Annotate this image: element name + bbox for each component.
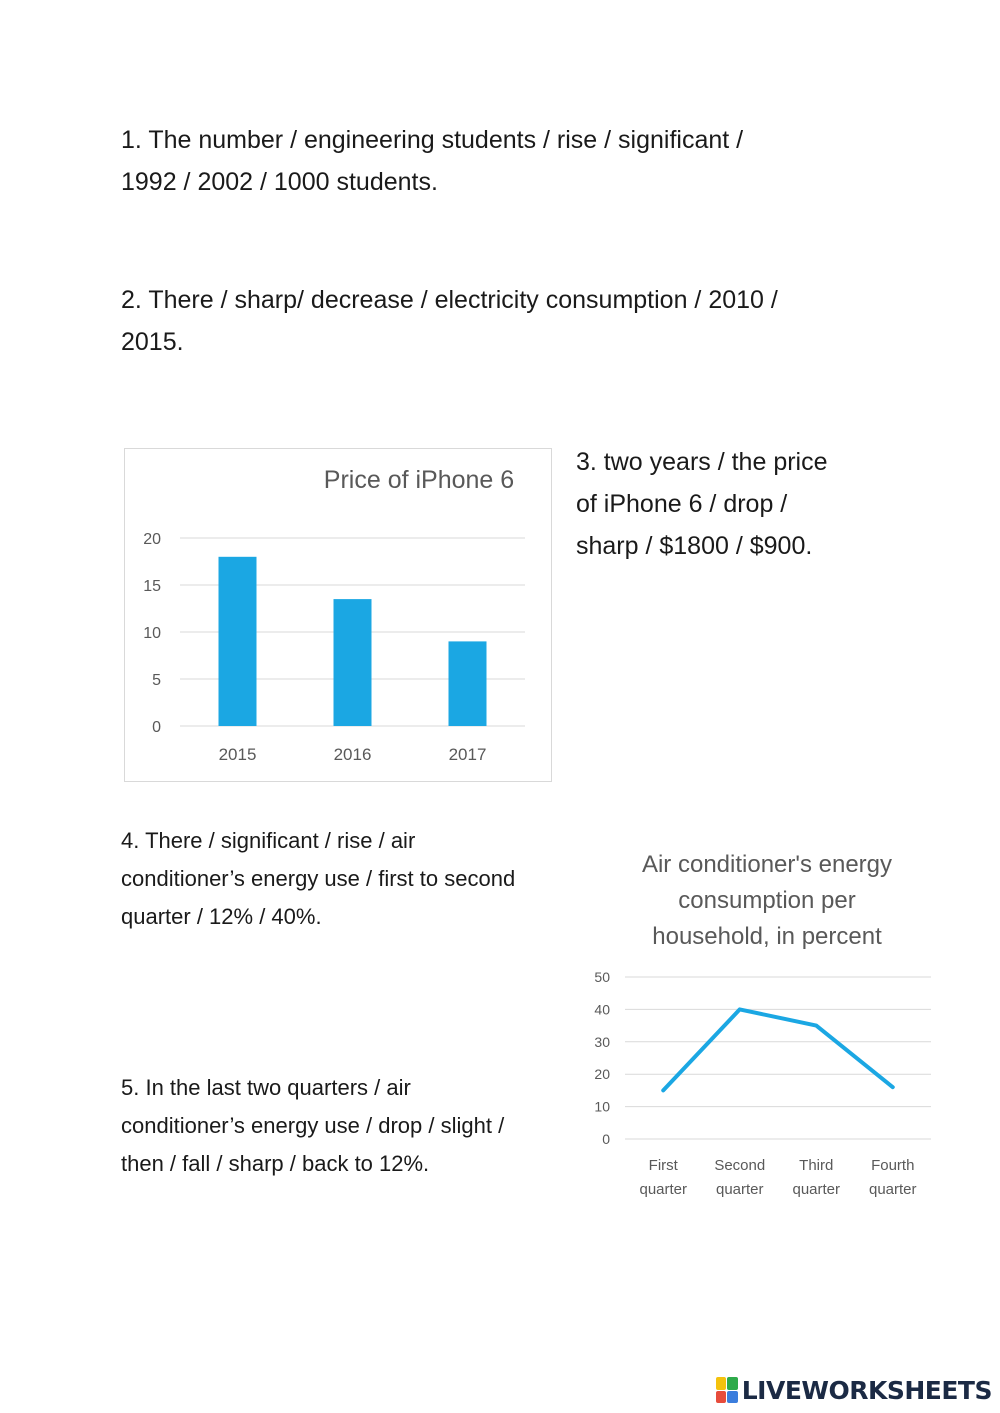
- x-tick-label: quarter: [639, 1181, 688, 1198]
- air-conditioner-chart-svg: [575, 840, 945, 1220]
- data-point: [662, 1089, 665, 1092]
- y-tick-label: 10: [594, 1098, 610, 1115]
- data-point: [891, 1086, 894, 1089]
- chart-title-line: consumption per: [678, 887, 856, 914]
- question-3-line-1: 3. two years / the price: [576, 448, 828, 476]
- y-tick-label: 40: [594, 1001, 610, 1018]
- x-tick-label: 2016: [333, 745, 372, 764]
- x-tick-label: 2017: [448, 745, 487, 764]
- y-tick-label: 0: [602, 1131, 610, 1147]
- question-4-line-3: quarter / 12% / 40%.: [121, 904, 322, 929]
- chart-title: Price of iPhone 6: [323, 466, 515, 494]
- bar: [449, 641, 487, 726]
- question-4: [121, 822, 515, 936]
- question-4-line-2: conditioner’s energy use / first to second: [121, 866, 516, 891]
- x-tick-label: First: [648, 1157, 678, 1174]
- question-3-line-2: of iPhone 6 / drop /: [576, 490, 788, 518]
- question-2-line-1: 2. There / sharp/ decrease / electricity consumption / 2010 /: [121, 286, 778, 314]
- iphone-price-chart-svg: [125, 449, 551, 781]
- y-tick-label: 15: [143, 578, 161, 595]
- question-4-line-1: 4. There / significant / rise / air: [121, 828, 416, 853]
- y-tick-label: 20: [594, 1066, 610, 1083]
- series-line: [663, 1009, 893, 1090]
- logo-text: LIVEWORKSHEETS: [741, 1375, 992, 1405]
- data-point: [738, 1008, 741, 1011]
- chart-title-line: household, in percent: [652, 923, 882, 950]
- question-2: [121, 279, 778, 363]
- logo-square: [727, 1391, 738, 1404]
- logo-square: [727, 1377, 738, 1390]
- question-5: [121, 1069, 504, 1183]
- data-point: [815, 1024, 818, 1027]
- y-tick-label: 50: [594, 969, 610, 985]
- question-3: [576, 441, 828, 567]
- question-5-line-1: 5. In the last two quarters / air: [121, 1075, 411, 1100]
- chart-title-line: Air conditioner's energy: [641, 851, 893, 878]
- question-5-line-2: conditioner’s energy use / drop / slight /: [121, 1113, 505, 1138]
- bar: [219, 557, 257, 726]
- x-tick-label: quarter: [715, 1181, 764, 1198]
- air-conditioner-chart: [575, 840, 945, 1220]
- y-tick-label: 0: [152, 719, 161, 736]
- iphone-price-chart: [124, 448, 552, 782]
- logo-square: [716, 1391, 727, 1404]
- question-1-line-1: 1. The number / engineering students / rise / significant /: [121, 126, 744, 154]
- question-2-line-2: 2015.: [121, 328, 184, 356]
- question-5-line-3: then / fall / sharp / back to 12%.: [121, 1151, 430, 1176]
- y-tick-label: 10: [143, 625, 161, 642]
- question-1: [121, 119, 743, 203]
- x-tick-label: 2015: [218, 745, 257, 764]
- bar: [334, 599, 372, 726]
- question-3-line-3: sharp / $1800 / $900.: [576, 532, 813, 560]
- y-tick-label: 5: [152, 672, 161, 689]
- logo-mark-icon: [716, 1377, 738, 1403]
- question-1-line-2: 1992 / 2002 / 1000 students.: [121, 168, 438, 196]
- x-tick-label: quarter: [868, 1181, 917, 1198]
- x-tick-label: Second: [714, 1157, 766, 1174]
- x-tick-label: Fourth: [871, 1157, 915, 1174]
- y-tick-label: 20: [143, 531, 161, 548]
- x-tick-label: Third: [799, 1157, 834, 1174]
- x-tick-label: quarter: [792, 1181, 841, 1198]
- liveworksheets-logo: [716, 1375, 992, 1405]
- y-tick-label: 30: [594, 1033, 610, 1050]
- logo-square: [716, 1377, 727, 1390]
